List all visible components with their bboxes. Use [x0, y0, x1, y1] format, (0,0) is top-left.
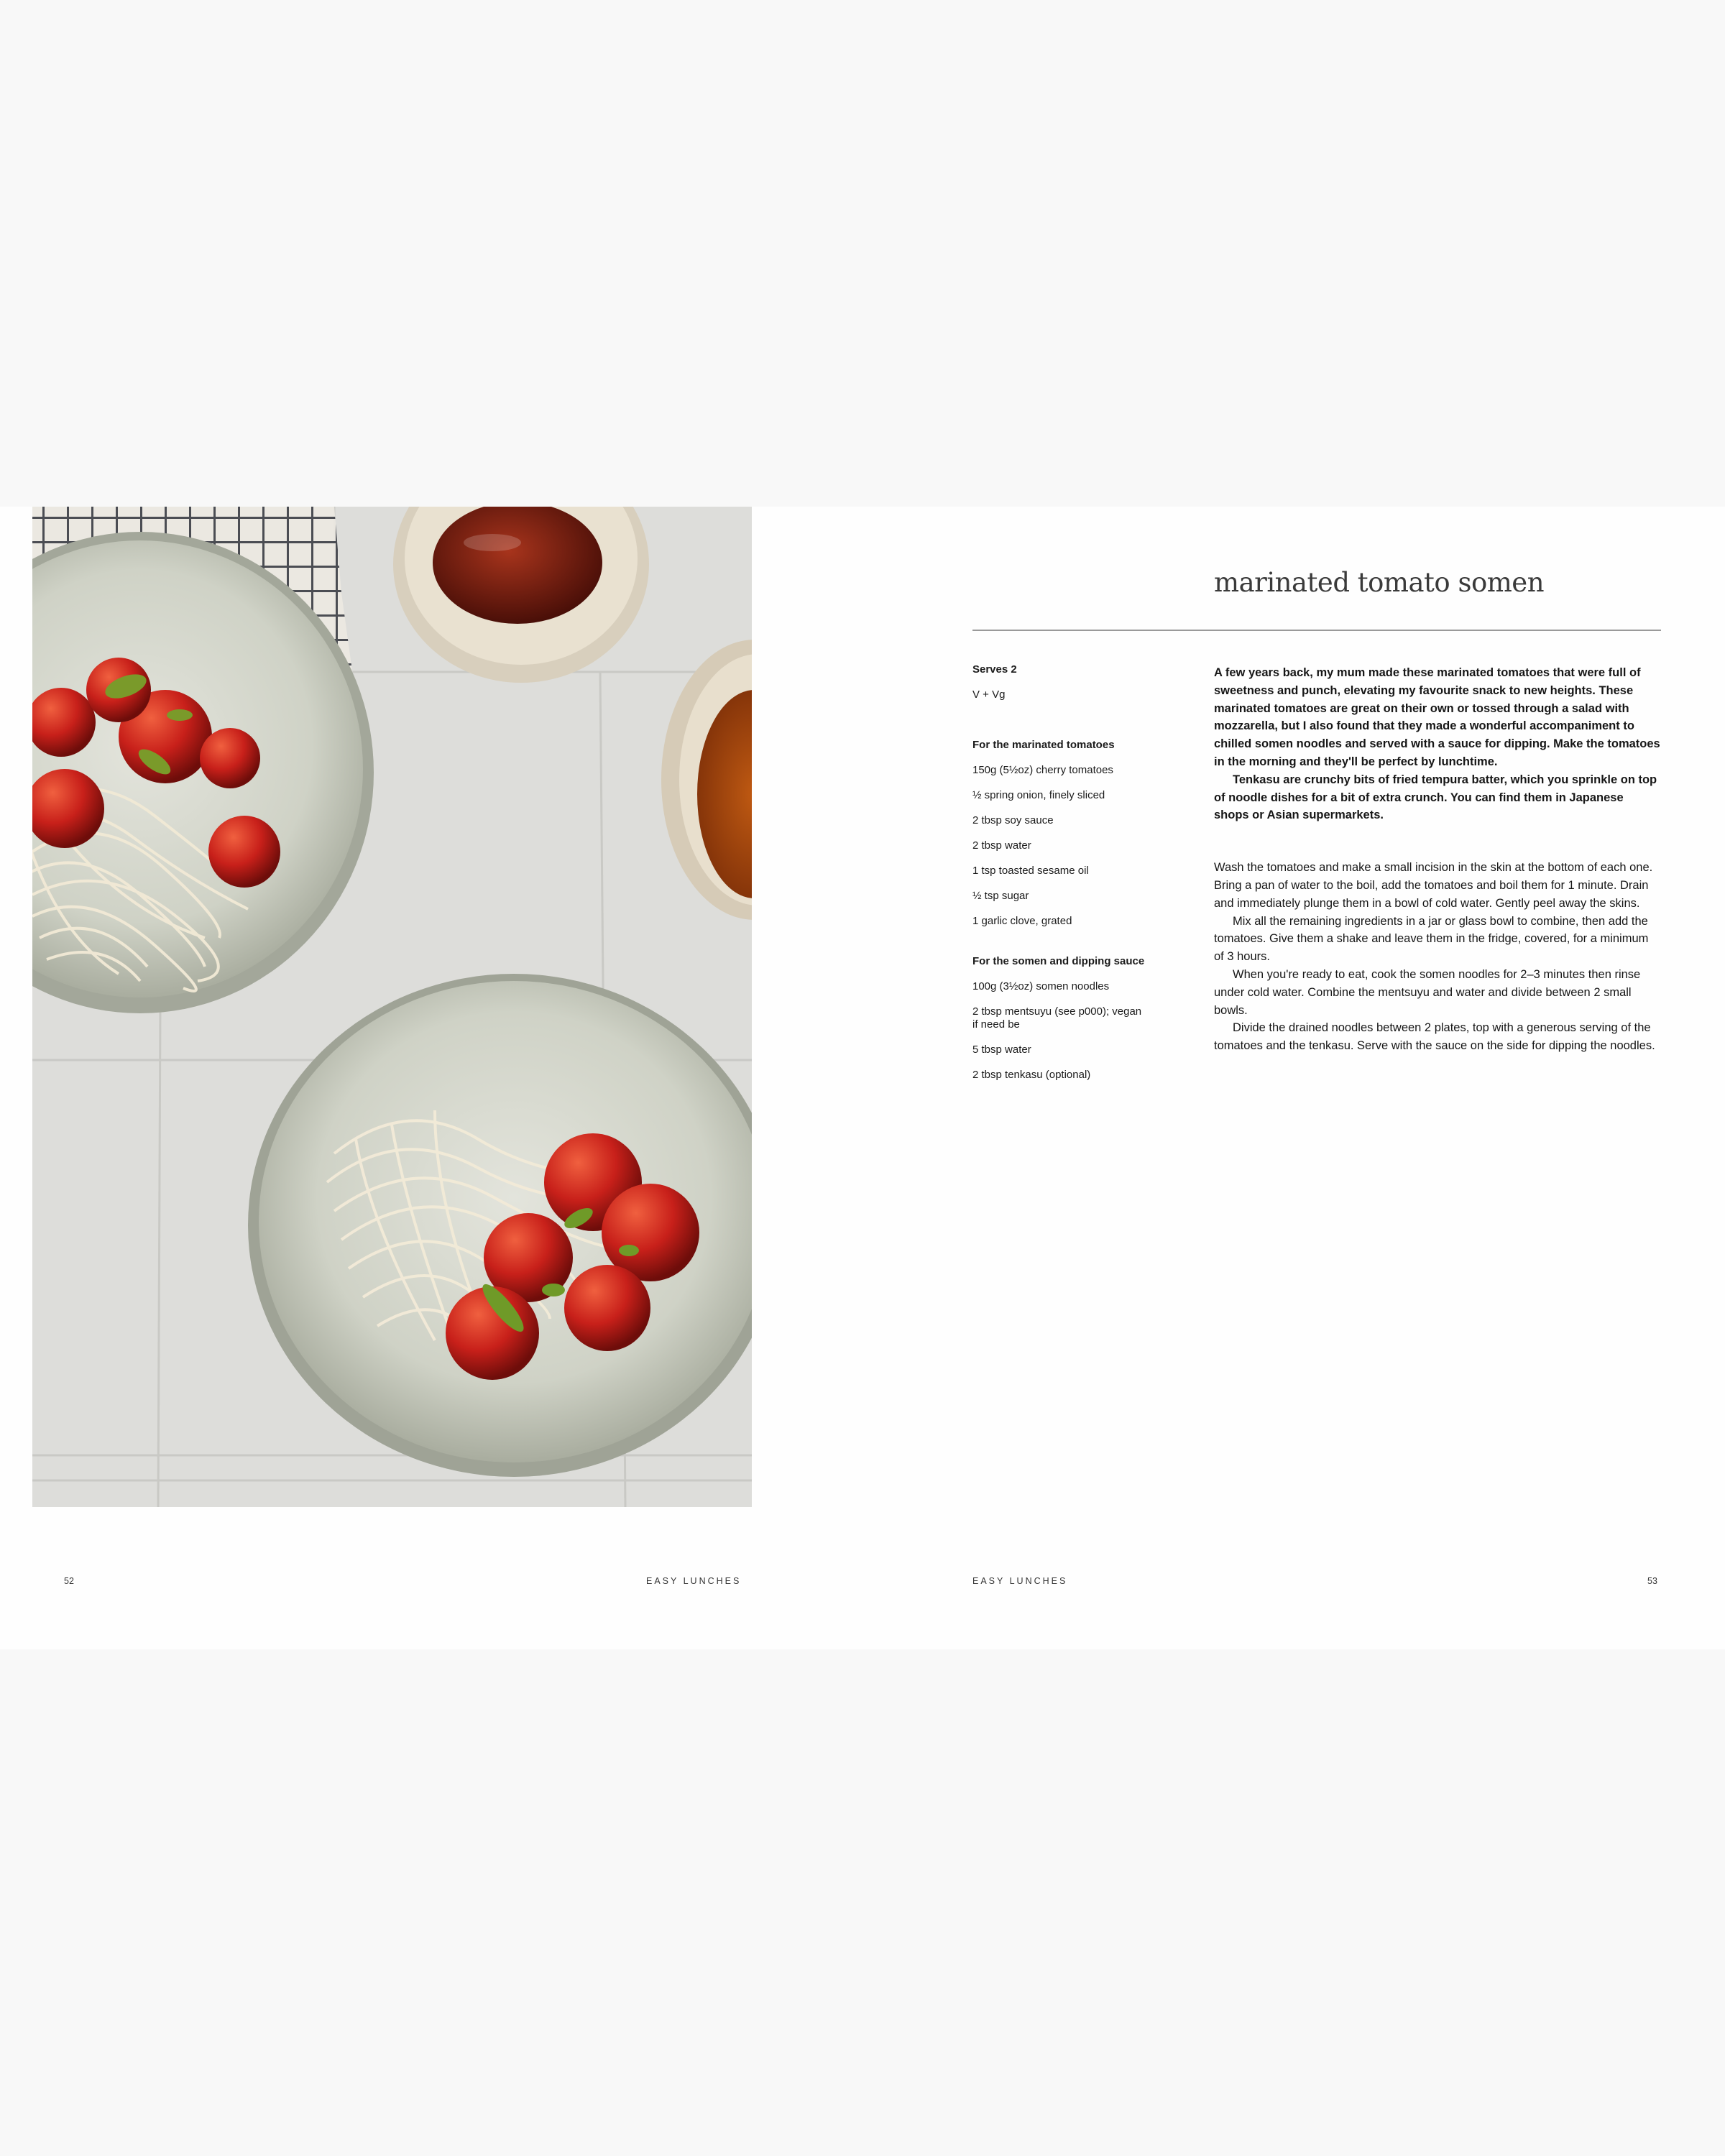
book-spread — [0, 507, 1725, 1649]
ingredients-column — [972, 663, 1149, 1082]
method-paragraph: Divide the drained noodles between 2 plates, top with a generous serving of the tomatoes and the tenkasu. Serve with the sauce on the side for dipping the noodles. — [1214, 1021, 1655, 1053]
ingredient-item: ½ spring onion, finely sliced — [972, 789, 1105, 801]
ingredient-item: 5 tbsp water — [972, 1044, 1031, 1056]
left-running-head: EASY LUNCHES — [646, 1576, 742, 1586]
ingredient-item: ½ tsp sugar — [972, 890, 1029, 902]
ingredient-item: 2 tbsp soy sauce — [972, 814, 1054, 826]
ingredient-item: 100g (3½oz) somen noodles — [972, 980, 1110, 992]
left-page-number: 52 — [64, 1576, 74, 1586]
ingredient-item: 1 garlic clove, grated — [972, 915, 1072, 927]
intro-paragraph: A few years back, my mum made these marinated tomatoes that were full of sweetness and punch, elevating my favourite snack to new heights. These marinated tomatoes are great on their own or tossed through a salad with mozzarella, but I also found that they made a wonderful accompaniment to chilled somen noodles and served with a sauce for dipping. Make the tomatoes in the morning and they'll be perfect by lunchtime. — [1214, 666, 1660, 768]
ingredient-item: 2 tbsp water — [972, 839, 1031, 852]
diet-label: V + Vg — [972, 688, 1006, 701]
ingredient-item: 2 tbsp mentsuyu (see p000); vegan if need be — [972, 1005, 1142, 1031]
method-paragraph: When you're ready to eat, cook the somen noodles for 2–3 minutes then rinse under cold water. Combine the mentsuyu and water and divide between 2 small bowls. — [1214, 967, 1641, 1017]
ingredient-group-heading: For the somen and dipping sauce — [972, 955, 1145, 967]
right-running-head: EASY LUNCHES — [972, 1576, 1068, 1586]
recipe-title: marinated tomato somen — [1214, 567, 1545, 598]
recipe-intro — [1214, 664, 1661, 824]
serves: Serves 2 — [972, 663, 1017, 676]
ingredient-item: 1 tsp toasted sesame oil — [972, 865, 1089, 877]
method-paragraph: Mix all the remaining ingredients in a jar or glass bowl to combine, then add the tomatoes. Give them a shake and leave them in the fridge, covered, for a minimum of 3 hours. — [1214, 914, 1649, 964]
ingredient-item: 2 tbsp tenkasu (optional) — [972, 1069, 1091, 1081]
ingredient-item: 150g (5½oz) cherry tomatoes — [972, 764, 1113, 776]
right-page-number: 53 — [1647, 1576, 1657, 1586]
intro-paragraph: Tenkasu are crunchy bits of fried tempura batter, which you sprinkle on top of noodle dishes for a bit of extra crunch. You can find them in Japanese shops or Asian supermarkets. — [1214, 773, 1657, 822]
ingredient-group-heading: For the marinated tomatoes — [972, 739, 1115, 751]
method-steps — [1214, 859, 1661, 1055]
method-paragraph: Wash the tomatoes and make a small incision in the skin at the bottom of each one. Bring a pan of water to the boil, add the tomatoes and boil them for 1 minute. Drain and immediately plunge them in a bowl of cold water. Gently peel away the skins. — [1214, 861, 1653, 910]
food-photo — [32, 507, 752, 1507]
method-column — [1214, 664, 1661, 1055]
title-rule — [972, 630, 1661, 631]
